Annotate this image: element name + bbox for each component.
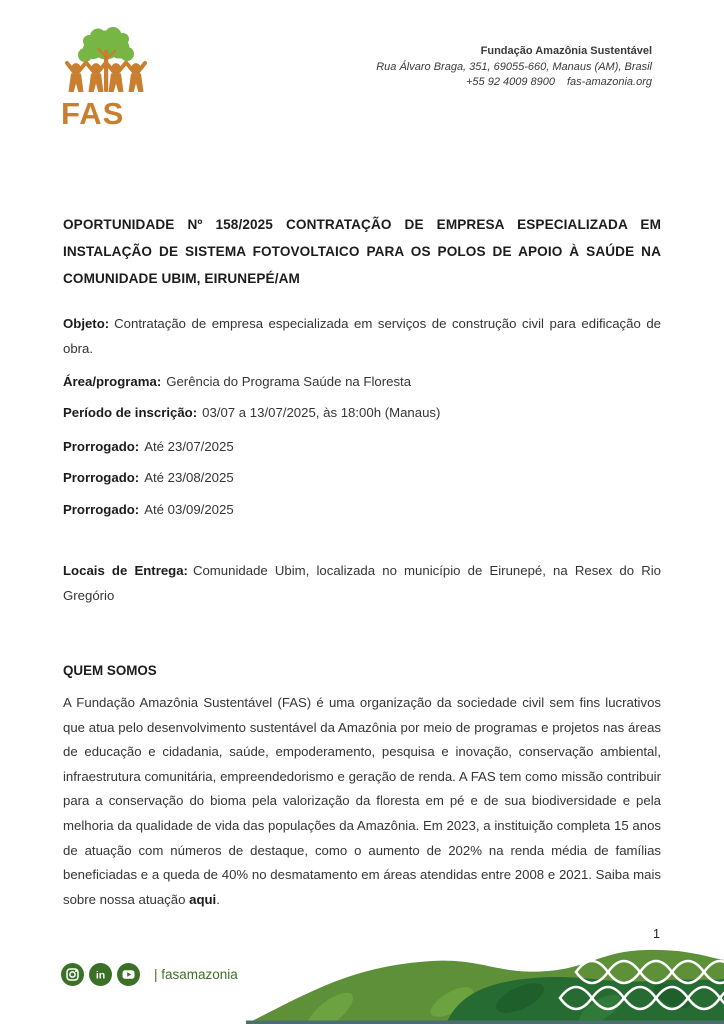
section-heading-quem-somos: QUEM SOMOS [63,663,157,678]
field-prorrogado-3-value: Até 03/09/2025 [144,502,234,517]
field-area-value: Gerência do Programa Saúde na Floresta [166,374,412,389]
field-periodo-label: Período de inscrição: [63,405,198,420]
field-prorrogado-3 [63,497,661,522]
field-periodo-inscricao [63,400,661,425]
field-periodo-value: 03/07 a 13/07/2025, às 18:00h (Manaus) [202,405,441,420]
field-prorrogado-2-label: Prorrogado: [63,470,140,485]
header-contact-block [376,44,652,91]
org-name: Fundação Amazônia Sustentável [480,45,652,57]
instagram-icon[interactable] [61,963,84,986]
field-objeto-label: Objeto: [63,316,110,331]
youtube-icon[interactable] [117,963,140,986]
page-number: 1 [653,927,660,941]
linkedin-icon[interactable] [89,963,112,986]
org-address: Rua Álvaro Braga, 351, 69055-660, Manaus (AM), Brasil [376,60,652,73]
fas-logo-icon [60,26,152,128]
field-locais-value: Comunidade Ubim, localizada no município de Eirunepé, na Resex do Rio Gregório [63,563,661,603]
fas-logo [60,26,152,128]
field-objeto-value: Contratação de empresa especializada em serviços de construção civil para edificação de obra. [63,316,661,356]
field-prorrogado-2-value: Até 23/08/2025 [144,470,234,485]
field-prorrogado-1-value: Até 23/07/2025 [144,439,234,454]
field-prorrogado-1 [63,434,661,459]
fas-logo-text: FAS [61,96,125,128]
document-title: OPORTUNIDADE Nº 158/2025 CONTRATAÇÃO DE EMPRESA ESPECIALIZADA EM INSTALAÇÃO DE SISTEMA FOTOVOLTAICO PARA OS POLOS DE APOIO À SAÚDE NA COMUNIDADE UBIM, EIRUNEPÉ/AM [63,217,661,286]
org-phone: +55 92 4009 8900 [465,76,555,88]
field-area-programa [63,369,661,394]
aqui-link[interactable]: aqui [189,891,217,907]
field-locais-label: Locais de Entrega: [63,563,188,578]
social-row [61,963,238,986]
about-text: A Fundação Amazônia Sustentável (FAS) é uma organização da sociedade civil sem fins lucrativos que atua pelo desenvolvimento sustentável da Amazônia por meio de programas e projetos nas áreas de educação e cidadania, saúde, empoderamento, pesquisa e inovação, conservação ambiental, infraestrutura comunitária, empreendedorismo e geração de renda. A FAS tem como missão contribuir para a conservação do bioma pela valorização da floresta em pé e de sua biodiversidade e pela melhoria da qualidade de vida das populações da Amazônia. Em 2023, a instituição completa 15 anos de atuação com números de destaque, como o aumento de 202% na renda média de famílias beneficiadas e a queda de 40% no desmatamento em áreas atendidas entre 2008 e 2021. Saiba mais sobre nossa atuação [63,695,661,907]
svg-text:in: in [95,969,106,982]
field-prorrogado-3-label: Prorrogado: [63,502,140,517]
field-objeto [63,311,661,361]
social-handle: | fasamazonia [154,967,238,982]
field-locais-entrega [63,558,661,608]
field-prorrogado-2 [63,465,661,490]
org-website: fas-amazonia.org [567,76,652,88]
about-paragraph [63,691,661,912]
about-period: . [216,891,220,907]
field-prorrogado-1-label: Prorrogado: [63,439,140,454]
field-area-label: Área/programa: [63,374,162,389]
